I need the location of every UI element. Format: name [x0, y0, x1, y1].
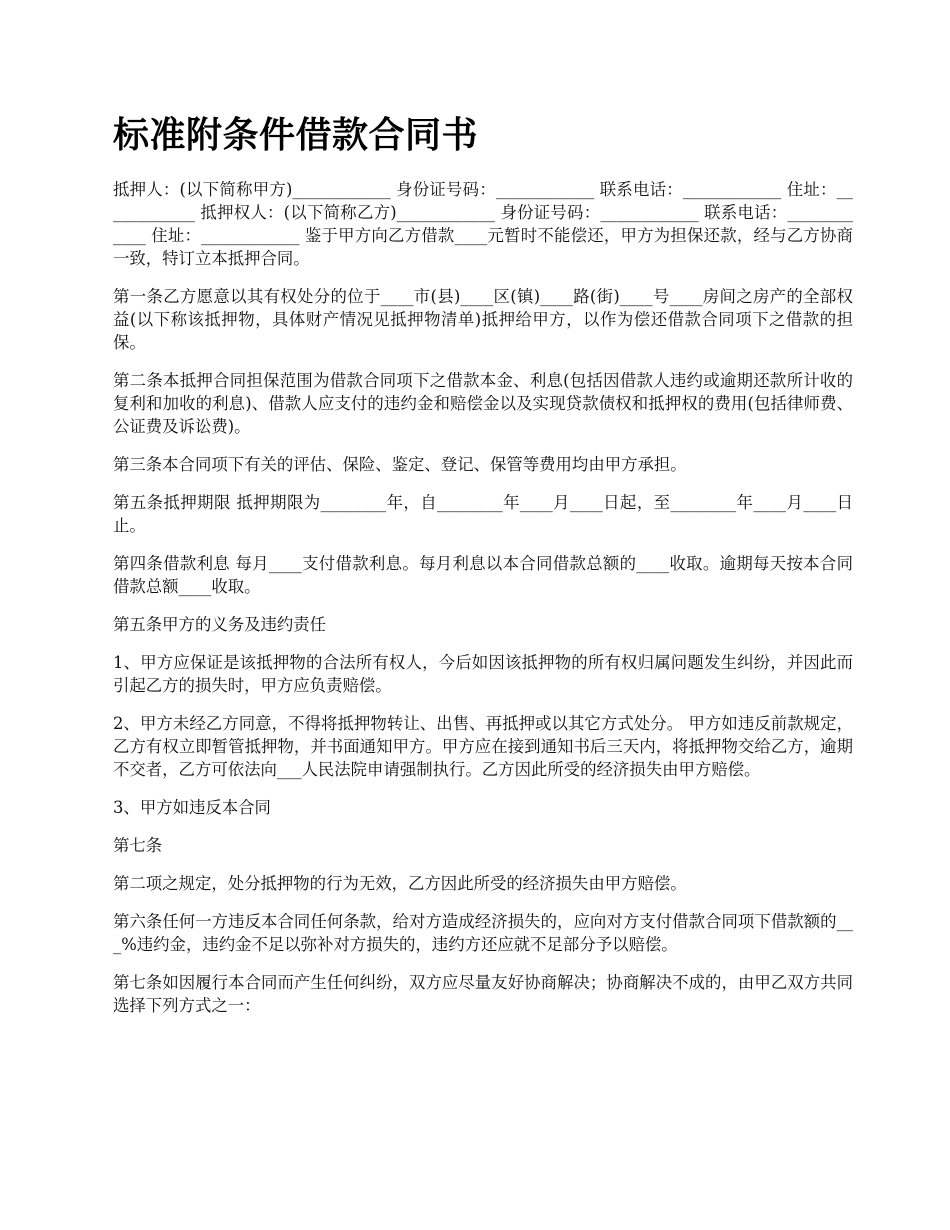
- clause-paragraph: 第二项之规定，处分抵押物的行为无效，乙方因此所受的经济损失由甲方赔偿。: [113, 874, 687, 893]
- clause-heading: 第五条甲方的义务及违约责任: [113, 615, 327, 634]
- clause-heading: 第七条: [113, 836, 163, 855]
- clause-paragraph: 第三条本合同项下有关的评估、保险、鉴定、登记、保管等费用均由甲方承担。: [113, 455, 687, 474]
- intro-paragraph: 抵押人：(以下简称甲方)____________ 身份证号码：____________ 联系电话：____________ 住址：____________ 抵押权人：(以下简称乙方)____________ 身份证号码：____________ 联系电话：____________ 住址：____________ 鉴于甲方向乙方借款____元暂时不能偿还，甲方为担保还款，经与乙方协商一致，特订立本抵押合同。: [113, 180, 853, 268]
- clause-paragraph: 第六条任何一方违反本合同任何条款，给对方造成经济损失的，应向对方支付借款合同项下借款额的___%违约金，违约金不足以弥补对方损失的，违约方还应就不足部分予以赔偿。: [113, 912, 853, 954]
- clause-paragraph: 第四条借款利息 每月____支付借款利息。每月利息以本合同借款总额的____收取。逾期每天按本合同借款总额____收取。: [113, 554, 853, 596]
- clause-paragraph: 第二条本抵押合同担保范围为借款合同项下之借款本金、利息(包括因借款人违约或逾期还款所计收的复利和加收的利息)、借款人应支付的违约金和赔偿金以及实现贷款债权和抵押权的费用(包括律师费、公证费及诉讼费)。: [113, 371, 853, 436]
- clause-item: 2、甲方未经乙方同意，不得将抵押物转让、出售、再抵押或以其它方式处分。 甲方如违反前款规定，乙方有权立即暂管抵押物，并书面通知甲方。甲方应在接到通知书后三天内，将抵押物交给乙方，逾期不交者，乙方可依法向___人民法院申请强制执行。乙方因此所受的经济损失由甲方赔偿。: [113, 714, 853, 779]
- clause-paragraph: 第七条如因履行本合同而产生任何纠纷，双方应尽量友好协商解决；协商解决不成的，由甲乙双方共同选择下列方式之一：: [113, 973, 853, 1015]
- clause-paragraph: 第五条抵押期限 抵押期限为________年，自________年____月____日起，至________年____月____日止。: [113, 493, 853, 535]
- clause-item: 1、甲方应保证是该抵押物的合法所有权人，今后如因该抵押物的所有权归属问题发生纠纷，并因此而引起乙方的损失时，甲方应负责赔偿。: [113, 653, 853, 695]
- document-title: 标准附条件借款合同书: [113, 115, 479, 156]
- document-page: [113, 108, 853, 1032]
- clause-item: 3、甲方如违反本合同: [113, 798, 271, 817]
- clause-paragraph: 第一条乙方愿意以其有权处分的位于____市(县)____区(镇)____路(街)____号____房间之房产的全部权益(以下称该抵押物，具体财产情况见抵押物清单)抵押给甲方，以作为偿还借款合同项下之借款的担保。: [113, 287, 853, 352]
